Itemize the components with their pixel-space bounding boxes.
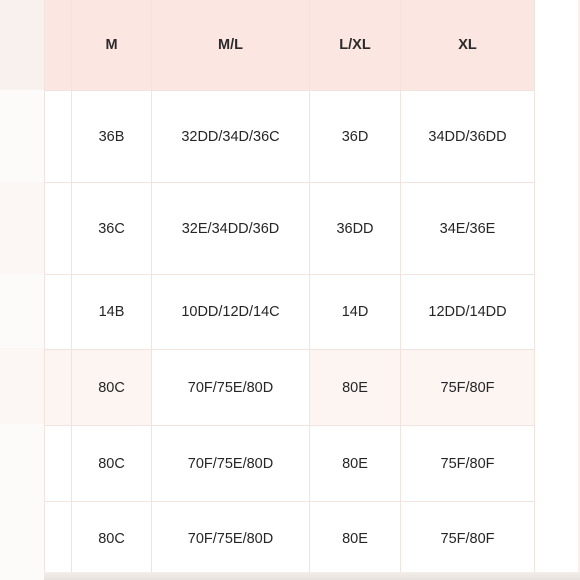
table-cell: 75F/80F [401, 426, 535, 502]
table-cell: 80E [310, 502, 401, 576]
table-cell: 34E/36E [401, 183, 535, 275]
table-cell: 34DD/36DD [401, 91, 535, 183]
table-cell: 70F/75E/80D [152, 350, 310, 426]
left-header-band [0, 0, 44, 90]
table-cell: 80C [72, 350, 152, 426]
table-cell: 36C [72, 183, 152, 275]
table-cell: 75F/80F [401, 502, 535, 576]
header-cell-m-l: M/L [152, 0, 310, 91]
table-cell: 14D [310, 275, 401, 350]
table-cell [45, 350, 72, 426]
table-row [45, 502, 535, 576]
header-row [45, 0, 535, 91]
left-cropped-column [0, 0, 44, 580]
table-cell: 75F/80F [401, 350, 535, 426]
table-cell: 70F/75E/80D [152, 426, 310, 502]
table-cell: 80E [310, 426, 401, 502]
table-cell [45, 426, 72, 502]
table-cell [45, 502, 72, 576]
table-row [45, 91, 535, 183]
table-row [45, 275, 535, 350]
table-cell: 32DD/34D/36C [152, 91, 310, 183]
table-cell: 36D [310, 91, 401, 183]
table-row [45, 183, 535, 275]
table-cell: 10DD/12D/14C [152, 275, 310, 350]
table-cell: 70F/75E/80D [152, 502, 310, 576]
table-cell: 36B [72, 91, 152, 183]
table-cell: 14B [72, 275, 152, 350]
table-cell [45, 183, 72, 275]
table-cell: 80E [310, 350, 401, 426]
table-row [45, 350, 535, 426]
bottom-edge-shadow [44, 572, 580, 580]
table-cell: 12DD/14DD [401, 275, 535, 350]
table-cell: 80C [72, 426, 152, 502]
table-cell [45, 275, 72, 350]
table-cell: 36DD [310, 183, 401, 275]
header-cell [45, 0, 72, 91]
header-cell-m: M [72, 0, 152, 91]
table-cell: 32E/34DD/36D [152, 183, 310, 275]
size-chart-table [44, 0, 535, 576]
table-cell [45, 91, 72, 183]
left-row-band [0, 182, 44, 274]
left-row-band [0, 348, 44, 424]
table-cell: 80C [72, 502, 152, 576]
header-cell-xl: XL [401, 0, 535, 91]
header-cell-l-xl: L/XL [310, 0, 401, 91]
table-row [45, 426, 535, 502]
